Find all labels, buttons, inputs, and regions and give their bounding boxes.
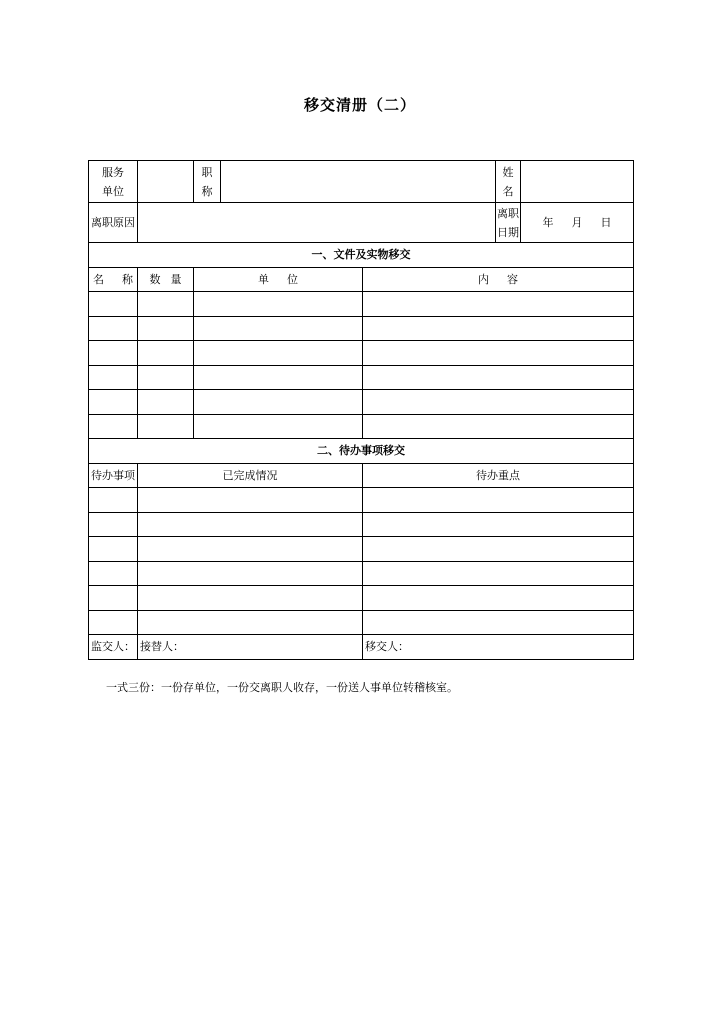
col-qty-header: 数 量 <box>138 267 194 292</box>
pending-item-cell[interactable] <box>89 512 138 537</box>
qty-cell[interactable] <box>138 292 194 317</box>
leave-date-field[interactable] <box>521 203 634 243</box>
content-cell[interactable] <box>363 292 634 317</box>
completed-cell[interactable] <box>138 488 363 513</box>
key-points-cell[interactable] <box>363 537 634 562</box>
qty-cell[interactable] <box>138 390 194 415</box>
completed-cell[interactable] <box>138 586 363 611</box>
handover-signature[interactable]: 移交人： <box>363 635 634 660</box>
content-cell[interactable] <box>363 341 634 366</box>
table-row <box>89 316 634 341</box>
service-unit-label: 服务 单位 <box>89 161 138 203</box>
name-cell[interactable] <box>89 341 138 366</box>
name-cell[interactable] <box>89 292 138 317</box>
table-row <box>89 292 634 317</box>
section2-title: 二、待办事项移交 <box>89 439 634 464</box>
leave-reason-field[interactable] <box>138 203 496 243</box>
key-points-cell[interactable] <box>363 488 634 513</box>
table-row <box>89 586 634 611</box>
leave-date-label: 离职 日期 <box>496 203 521 243</box>
name-cell[interactable] <box>89 365 138 390</box>
date-year-label: 年 <box>542 216 554 229</box>
name-label: 姓 名 <box>496 161 521 203</box>
completed-cell[interactable] <box>138 537 363 562</box>
unit-cell[interactable] <box>194 390 363 415</box>
supervisor-signature[interactable]: 监交人： <box>89 635 138 660</box>
table-row <box>89 341 634 366</box>
key-points-cell[interactable] <box>363 610 634 635</box>
content-cell[interactable] <box>363 390 634 415</box>
table-row <box>89 488 634 513</box>
pending-item-cell[interactable] <box>89 488 138 513</box>
table-row <box>89 414 634 439</box>
table-row <box>89 512 634 537</box>
content-cell[interactable] <box>363 365 634 390</box>
date-day-label: 日 <box>600 216 612 229</box>
qty-cell[interactable] <box>138 316 194 341</box>
completed-cell[interactable] <box>138 610 363 635</box>
leave-reason-label: 离职原因 <box>89 203 138 243</box>
unit-cell[interactable] <box>194 365 363 390</box>
table-row <box>89 537 634 562</box>
content-cell[interactable] <box>363 414 634 439</box>
key-points-cell[interactable] <box>363 561 634 586</box>
date-month-label: 月 <box>571 216 583 229</box>
col-key-points-header: 待办重点 <box>363 463 634 488</box>
content-cell[interactable] <box>363 316 634 341</box>
col-name-header: 名 称 <box>89 267 138 292</box>
col-completed-header: 已完成情况 <box>138 463 363 488</box>
pending-item-cell[interactable] <box>89 610 138 635</box>
completed-cell[interactable] <box>138 512 363 537</box>
key-points-cell[interactable] <box>363 512 634 537</box>
completed-cell[interactable] <box>138 561 363 586</box>
qty-cell[interactable] <box>138 414 194 439</box>
pending-item-cell[interactable] <box>89 586 138 611</box>
table-row <box>89 610 634 635</box>
pending-item-cell[interactable] <box>89 537 138 562</box>
copies-footnote: 一式三份：一份存单位，一份交离职人收存，一份送人事单位转稽核室。 <box>106 681 458 694</box>
table-row <box>89 365 634 390</box>
table-row <box>89 561 634 586</box>
job-title-field[interactable] <box>221 161 496 203</box>
col-content-header: 内 容 <box>363 267 634 292</box>
qty-cell[interactable] <box>138 365 194 390</box>
unit-cell[interactable] <box>194 292 363 317</box>
section1-title: 一、文件及实物移交 <box>89 243 634 268</box>
key-points-cell[interactable] <box>363 586 634 611</box>
col-unit-header: 单 位 <box>194 267 363 292</box>
name-cell[interactable] <box>89 390 138 415</box>
qty-cell[interactable] <box>138 341 194 366</box>
handover-form-table <box>88 160 634 660</box>
name-field[interactable] <box>521 161 634 203</box>
name-cell[interactable] <box>89 316 138 341</box>
unit-cell[interactable] <box>194 341 363 366</box>
pending-item-cell[interactable] <box>89 561 138 586</box>
service-unit-field[interactable] <box>138 161 194 203</box>
successor-signature[interactable]: 接替人： <box>138 635 363 660</box>
col-pending-item-header: 待办事项 <box>89 463 138 488</box>
unit-cell[interactable] <box>194 414 363 439</box>
unit-cell[interactable] <box>194 316 363 341</box>
name-cell[interactable] <box>89 414 138 439</box>
document-title: 移交清册（二） <box>303 96 416 114</box>
table-row <box>89 390 634 415</box>
job-title-label: 职 称 <box>194 161 221 203</box>
